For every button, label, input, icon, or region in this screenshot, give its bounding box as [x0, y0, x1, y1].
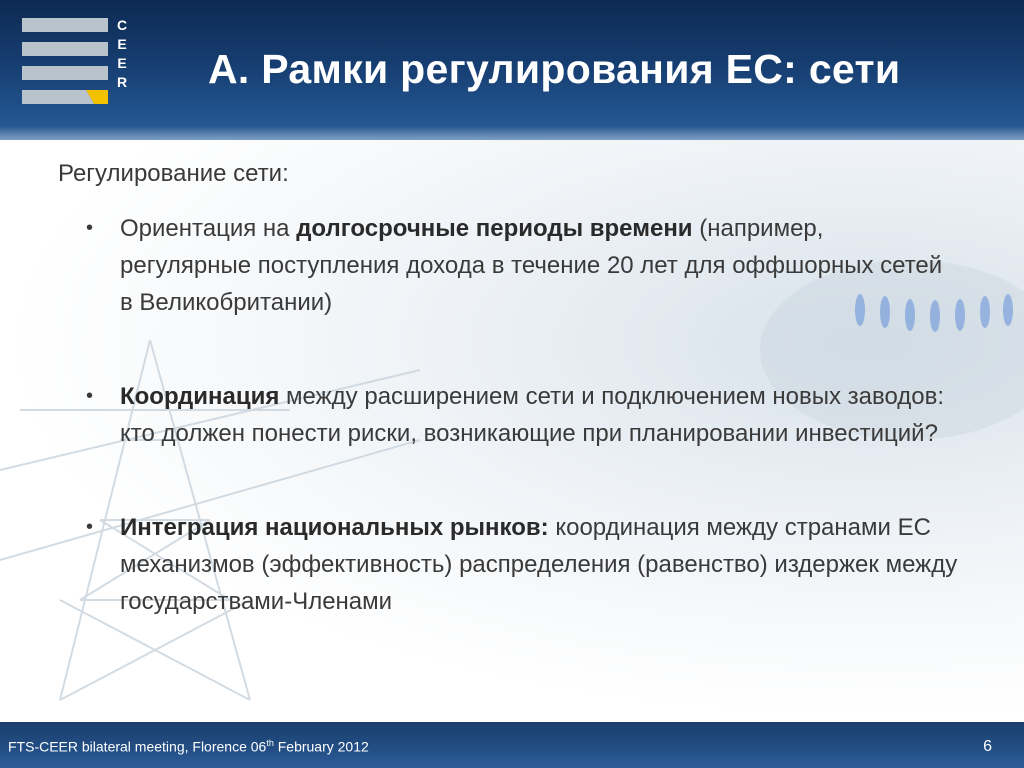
bullet-dot-icon: •	[86, 385, 94, 407]
bullet-list	[58, 210, 958, 620]
footer-text-main: FTS-CEER bilateral meeting, Florence 06	[8, 738, 267, 755]
bullet-text-pre: Ориентация на	[120, 215, 297, 242]
bullet-text-bold: Координация	[120, 383, 280, 410]
logo-letter: E	[117, 55, 127, 71]
bullet-dot-icon: •	[86, 217, 94, 239]
bullet-text-post: (например, регулярные поступления дохода в течение 20 лет для оффшорных сетей в Великобритании)	[120, 215, 943, 316]
page-number: 6	[983, 738, 992, 755]
slide-content	[58, 160, 958, 620]
bullet-text-post: между расширением сети и подключением новых заводов: кто должен понести риски, возникающие при планировании инвестиций?	[120, 383, 945, 447]
bullet-dot-icon: •	[86, 516, 94, 538]
logo-letters	[112, 16, 132, 92]
footer-text-sup: th	[266, 738, 274, 748]
bullet-item	[58, 378, 958, 452]
logo-letter: C	[116, 17, 128, 33]
logo-letter: E	[117, 36, 127, 52]
footer-text-date: February 2012	[273, 738, 369, 755]
bullet-text-bold: Интеграция национальных рынков:	[120, 514, 549, 541]
bullet-item	[58, 210, 958, 321]
footer-text	[8, 738, 369, 755]
bullet-text-bold: долгосрочные периоды времени	[296, 215, 693, 242]
slide-footer	[0, 722, 1024, 768]
bullet-text-post: координация между странами ЕС механизмов (эффективность) распределения (равенство) издержек между государствами-Членами	[120, 514, 958, 615]
logo-letter: R	[116, 74, 128, 90]
bullet-item	[58, 509, 958, 620]
slide-title: A. Рамки регулирования ЕС: сети	[208, 46, 901, 92]
intro-text: Регулирование сети:	[58, 160, 289, 187]
slide-header	[0, 0, 1024, 140]
